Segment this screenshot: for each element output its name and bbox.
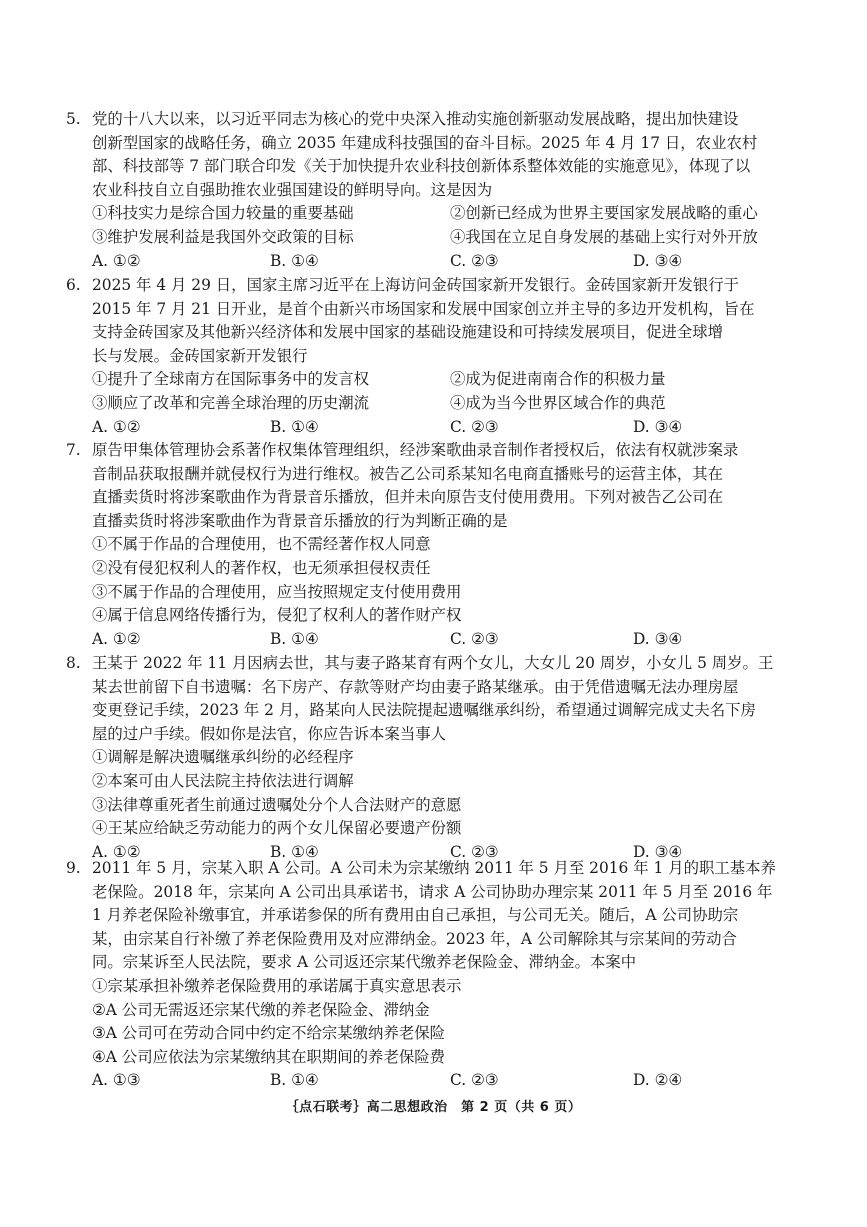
question-stem-line [66, 321, 808, 345]
question-stem-text: 屋的过户手续。假如你是法官，你应告诉本案当事人 [92, 724, 446, 743]
question-stem-text: 1 月养老保险补缴事宜，并承诺参保的所有费用由自己承担，与公司无关。随后，A 公司协助宗 [92, 906, 739, 925]
answer-choice-d[interactable]: D. ③④ [633, 417, 683, 436]
question-7 [66, 439, 808, 651]
question-stem-text: 2025 年 4 月 29 日，国家主席习近平在上海访问金砖国家新开发银行。金砖国家新开发银行于 [92, 276, 740, 294]
statement-option: ②成为促进南南合作的积极力量 [450, 370, 666, 389]
question-stem-text: 音制品获取报酬并就侵权行为进行维权。被告乙公司系某知名电商直播账号的运营主体，其在 [92, 464, 724, 483]
statement-option: ③A 公司可在劳动合同中约定不给宗某缴纳养老保险 [92, 1024, 446, 1043]
answer-choice-b[interactable]: B. ①④ [270, 417, 319, 436]
answer-choice-b[interactable]: B. ①④ [270, 629, 319, 648]
question-stem-line [66, 652, 808, 676]
answer-choice-c[interactable]: C. ②③ [450, 417, 499, 436]
question-number: 5. [66, 110, 81, 128]
question-stem-line [66, 951, 808, 975]
option-row [66, 368, 808, 392]
question-stem-line [66, 108, 808, 132]
statement-option: ②没有侵犯权利人的著作权，也无须承担侵权责任 [92, 558, 431, 577]
answer-choice-b[interactable]: B. ①④ [270, 251, 319, 270]
answer-choice-d[interactable]: D. ③④ [633, 251, 683, 270]
question-stem-text: 2015 年 7 月 21 日开业，是首个由新兴市场国家和发展中国家创立并主导的多边开发机构，旨在 [92, 299, 755, 318]
statement-option: ①宗某承担补缴养老保险费用的承诺属于真实意思表示 [92, 976, 462, 995]
question-stem-text: 同。宗某诉至人民法院，要求 A 公司返还宗某代缴养老保险金、滞纳金。本案中 [92, 953, 637, 972]
question-stem-line [66, 274, 808, 298]
answer-choice-d[interactable]: D. ②④ [633, 1071, 683, 1090]
answer-choices [66, 250, 808, 274]
answer-choices [66, 1069, 808, 1093]
question-stem-text: 创新型国家的战略任务，确立 2035 年建成科技强国的奋斗目标。2025 年 4 月 17 日，农业农村 [92, 133, 758, 152]
question-stem-line [66, 463, 808, 487]
statement-option: ①调解是解决遗嘱继承纠纷的必经程序 [92, 748, 354, 767]
answer-choice-a[interactable]: A. ①② [92, 251, 141, 270]
question-stem-text: 王某于 2022 年 11 月因病去世，其与妻子路某育有两个女儿，大女儿 20 周岁，小女儿 5 周岁。王 [92, 654, 774, 672]
question-6 [66, 274, 808, 439]
statement-option: ④属于信息网络传播行为，侵犯了权利人的著作财产权 [92, 606, 462, 625]
question-stem-line [66, 699, 808, 723]
question-stem-line [66, 179, 808, 203]
statement-option: ①不属于作品的合理使用，也不需经著作权人同意 [92, 535, 431, 554]
question-stem-line [66, 298, 808, 322]
statement-option: ①提升了全球南方在国际事务中的发言权 [92, 370, 370, 389]
question-number: 9. [66, 859, 81, 877]
answer-choice-c[interactable]: C. ②③ [450, 629, 499, 648]
answer-choice-b[interactable]: B. ①④ [270, 842, 319, 861]
question-9 [66, 857, 808, 1093]
question-stem-text: 党的十八大以来，以习近平同志为核心的党中央深入推动实施创新驱动发展战略，提出加快建设 [92, 110, 739, 128]
answer-choices [66, 416, 808, 440]
statement-option: ③顺应了改革和完善全球治理的历史潮流 [92, 393, 370, 412]
question-stem-text: 某去世前留下自书遗嘱：名下房产、存款等财产均由妻子路某继承。由于凭借遗嘱无法办理房屋 [92, 677, 739, 696]
question-stem-text: 支持金砖国家及其他新兴经济体和发展中国家的基础设施建设和可持续发展项目，促进全球增 [92, 323, 724, 342]
statement-option: ③法律尊重死者生前通过遗嘱处分个人合法财产的意愿 [92, 795, 462, 814]
question-stem-line [66, 345, 808, 369]
statement-option: ②本案可由人民法院主持依法进行调解 [92, 771, 354, 790]
question-stem-line [66, 486, 808, 510]
question-stem-text: 部、科技部等 7 部门联合印发《关于加快提升农业科技创新体系整体效能的实施意见》，体现了以 [92, 157, 751, 176]
answer-choice-a[interactable]: A. ①③ [92, 1071, 141, 1090]
question-stem-line [66, 510, 808, 534]
statement-option: ③不属于作品的合理使用，应当按照规定支付使用费用 [92, 582, 462, 601]
option-row [66, 202, 808, 226]
question-stem-line [66, 439, 808, 463]
question-stem-text: 农业科技自立自强助推农业强国建设的鲜明导向。这是因为 [92, 180, 493, 199]
question-stem-line [66, 857, 808, 881]
answer-choice-d[interactable]: D. ③④ [633, 842, 683, 861]
statement-option: ①科技实力是综合国力较量的重要基础 [92, 204, 354, 223]
answer-choice-c[interactable]: C. ②③ [450, 251, 499, 270]
statement-option: ③维护发展利益是我国外交政策的目标 [92, 227, 354, 246]
question-stem-text: 老保险。2018 年，宗某向 A 公司出具承诺书，请求 A 公司协助办理宗某 2011 年 5 月至 2016 年 [92, 882, 773, 901]
option-row [66, 226, 808, 250]
question-stem-text: 某，由宗某自行补缴了养老保险费用及对应滞纳金。2023 年，A 公司解除其与宗某间的劳动合 [92, 929, 737, 948]
question-stem-text: 原告甲集体管理协会系著作权集体管理组织，经涉案歌曲录音制作者授权后，依法有权就涉案录 [92, 441, 739, 459]
question-stem-text: 长与发展。金砖国家新开发银行 [92, 346, 308, 365]
question-stem-line [66, 723, 808, 747]
question-stem-text: 直播卖货时将涉案歌曲作为背景音乐播放的行为判断正确的是 [92, 511, 508, 530]
answer-choice-a[interactable]: A. ①② [92, 417, 141, 436]
page-footer: ｛点石联考｝高二思想政治 第 2 页（共 6 页） [285, 1100, 582, 1115]
question-stem-line [66, 928, 808, 952]
statement-option: ②A 公司无需返还宗某代缴的养老保险金、滞纳金 [92, 1000, 430, 1019]
question-stem-text: 2011 年 5 月，宗某入职 A 公司。A 公司未为宗某缴纳 2011 年 5 月至 2016 年 1 月的职工基本养 [92, 859, 776, 877]
question-stem-text: 变更登记手续，2023 年 2 月，路某向人民法院提起遗嘱继承纠纷，希望通过调解完成丈夫名下房 [92, 701, 756, 720]
statement-option: ④A 公司应依法为宗某缴纳其在职期间的养老保险费 [92, 1047, 446, 1066]
answer-choice-a[interactable]: A. ①② [92, 842, 141, 861]
question-stem-line [66, 904, 808, 928]
answer-choice-a[interactable]: A. ①② [92, 629, 141, 648]
question-stem-line [66, 132, 808, 156]
question-stem-line [66, 155, 808, 179]
statement-option: ②创新已经成为世界主要国家发展战略的重心 [450, 204, 758, 223]
answer-choice-c[interactable]: C. ②③ [450, 1071, 499, 1090]
question-number: 7. [66, 441, 81, 459]
question-8 [66, 652, 808, 864]
answer-choices [66, 628, 808, 652]
statement-option: ④我国在立足自身发展的基础上实行对外开放 [450, 227, 758, 246]
question-stem-line [66, 881, 808, 905]
question-5 [66, 108, 808, 273]
question-number: 8. [66, 654, 81, 672]
statement-option: ④王某应给缺乏劳动能力的两个女儿保留必要遗产份额 [92, 819, 462, 838]
answer-choice-b[interactable]: B. ①④ [270, 1071, 319, 1090]
question-number: 6. [66, 276, 81, 294]
statement-option: ④成为当今世界区域合作的典范 [450, 393, 666, 412]
question-stem-text: 直播卖货时将涉案歌曲作为背景音乐播放，但并未向原告支付使用费用。下列对被告乙公司在 [92, 488, 724, 507]
answer-choice-c[interactable]: C. ②③ [450, 842, 499, 861]
option-row [66, 392, 808, 416]
question-stem-line [66, 676, 808, 700]
answer-choice-d[interactable]: D. ③④ [633, 629, 683, 648]
